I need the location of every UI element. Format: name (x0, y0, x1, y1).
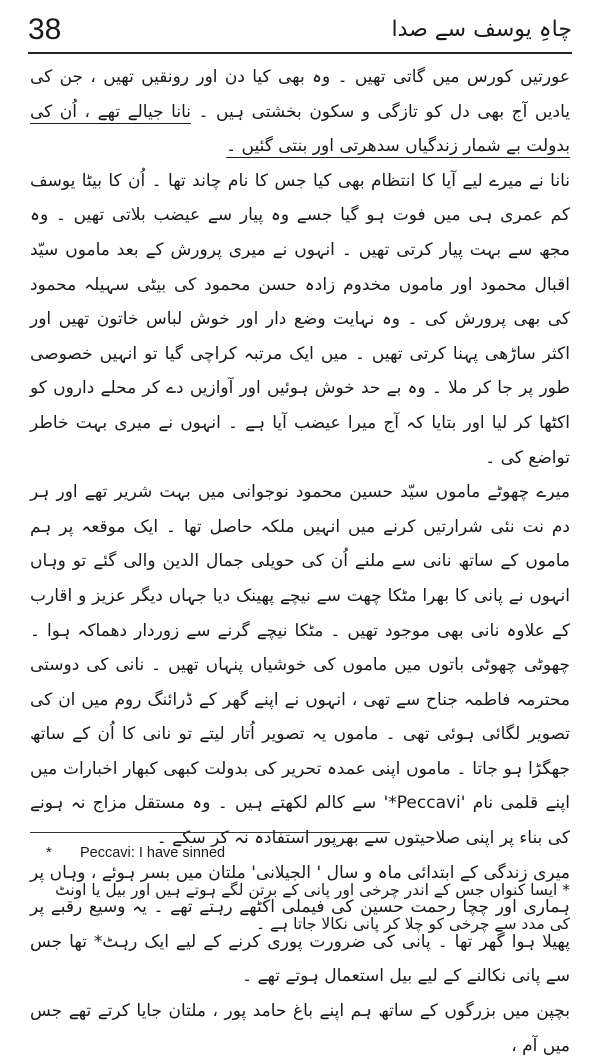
footnote-divider (30, 832, 390, 833)
header-divider (28, 52, 572, 54)
page-header (28, 10, 572, 50)
paragraph-5: بچپن میں بزرگوں کے ساتھ ہم اپنے باغ حامد پور ، ملتان جایا کرتے تھے جس میں آم ، (30, 1001, 570, 1056)
paragraph-1-lead: عورتیں کورس میں گاتی تھیں ۔ وہ بھی کیا دن اور رونقیں تھیں ، جن کی یادیں آج بھی دل کو تازگی و سکون بخشتی ہیں ۔ (30, 67, 570, 122)
paragraph-4: میری زندگی کے ابتدائی ماہ و سال ' الجیلانی' ملتان میں بسر ہوئے ، وہاں پر ہماری اور چچا رحمت حسین کی فیملی اکٹھے رہتے تھے ۔ یہ وسیع رقبے پر پھیلا ہوا گھر تھا ۔ پانی کی ضرورت پوری کرنے کے لیے ایک رہٹ* تھا جس سے پانی نکالنے کے لیے بیل استعمال ہوتے تھے ۔ (30, 862, 570, 987)
paragraph-1-underlined: نانا جیالے تھے ، اُن کی بدولت بے شمار زندگیاں سدھرتی اور بنتی گئیں ۔ (30, 101, 570, 157)
footnote-urdu: * ایسا کنواں جس کے اندر چرخی اور پانی کے برتن لگے ہوتے ہیں اور بیل یا اونٹ کی مدد سے چرخی کو چلا کر پانی نکالا جاتا ہے ۔ (55, 881, 570, 933)
footnote-english-text: Peccavi: I have sinned (80, 845, 226, 861)
paragraph-3: میرے چھوٹے ماموں سیّد حسین محمود نوجوانی میں بہت شریر تھے اور ہر دم نت نئی شرارتیں کرنے میں انہیں ملکہ حاصل تھا ۔ ایک موقعہ پر ہم ماموں کے ساتھ نانی سے ملنے اُن کی حویلی جمال الدین والی گئے تو وہاں انہوں نے پانی کا بھرا مٹکا چھت سے نیچے پھینک دیا جہاں دیگر عزیز و اقارب کے علاوہ نانی بھی موجود تھیں ۔ مٹکا نیچے گرنے سے زوردار دھماکہ ہوا ۔ چھوٹی چھوٹی باتوں میں ماموں کی خوشیاں پنہاں تھیں ۔ نانی کی دوستی محترمہ فاطمہ جناح سے تھی ، انہوں نے اپنے گھر کے ڈرائنگ روم میں ان کی تصویر لگائی ہوئی تھی ۔ ماموں یہ تصویر اُتار لیتے تو نانی کا اُن کے ساتھ جھگڑا ہو جاتا ۔ ماموں اپنی عمدہ تحریر کی بدولت کبھی کبھار اخبارات میں اپنے قلمی نام 'Peccavi*' سے کالم لکھتے ہیں ۔ وہ مستقل مزاج نہ ہونے کی بناء پر اپنی صلاحیتوں سے بھرپور استفادہ نہ کر سکے ۔ (30, 482, 571, 849)
page-number: 38 (28, 13, 62, 46)
paragraph-1 (30, 60, 570, 164)
footnote-marker: * (46, 845, 52, 861)
paragraph-2: نانا نے میرے لیے آیا کا انتظام بھی کیا جس کا نام چاند تھا ۔ اُن کا بیٹا یوسف کم عمری ہی میں فوت ہو گیا جسے وہ پیار سے عیضب بلاتی تھیں ۔ وہ مجھ سے بہت پیار کرتی تھیں ۔ انہوں نے میری پرورش کے بعد ماموں سیّد اقبال محمود اور ماموں مخدوم زادہ حسن محمود کی بیٹی سہیلہ محمود کی بھی پرورش کی ۔ وہ نہایت وضع دار اور خوش لباس خاتون تھیں اور اکثر ساڑھی پہنا کرتی تھیں ۔ میں ایک مرتبہ کراچی گیا تو انہیں خصوصی طور پر جا کر ملا ۔ وہ بے حد خوش ہوئیں اور آوازیں دے کر محلے داروں کو اکٹھا کر لیا اور بتایا کہ آج میرا عیضب آیا ہے ۔ انہوں نے میری بہت خاطر تواضع کی ۔ (30, 170, 570, 468)
running-title: چاہِ یوسف سے صدا (391, 17, 572, 42)
footnote-english (46, 842, 566, 864)
